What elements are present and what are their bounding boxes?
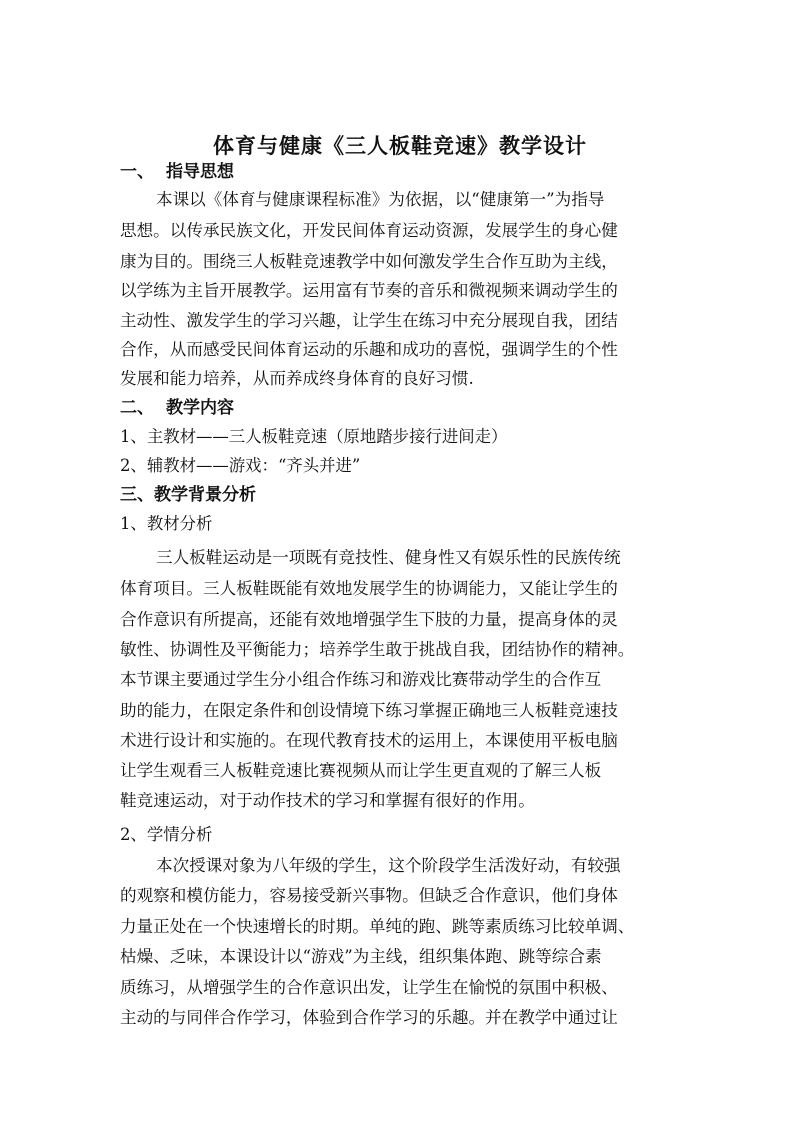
subsection-heading: 2、学情分析 [120, 825, 213, 844]
paragraph-line: 本次授课对象为八年级的学生，这个阶段学生活泼好动，有较强 [156, 856, 621, 875]
section-number: 一、 [120, 162, 154, 182]
paragraph-line: 的观察和模仿能力，容易接受新兴事物。但缺乏合作意识，他们身体 [120, 886, 618, 905]
paragraph-line: 本课以《体育与健康课程标准》为依据，以“健康第一”为指导 [156, 190, 605, 209]
paragraph-line: 康为目的。围绕三人板鞋竞速教学中如何激发学生合作互助为主线， [120, 252, 618, 271]
list-item: 1、主教材——三人板鞋竞速（原地踏步接行进间走） [120, 427, 508, 446]
paragraph-line: 发展和能力培养，从而养成终身体育的良好习惯. [120, 369, 474, 388]
subsection-heading: 1、教材分析 [120, 514, 213, 533]
paragraph-line: 三人板鞋运动是一项既有竞技性、健身性又有娱乐性的民族传统 [156, 548, 621, 567]
section-2-heading [120, 396, 234, 420]
section-3-heading: 三、教学背景分析 [120, 485, 256, 505]
section-1-heading [120, 160, 234, 184]
paragraph-line: 以学练为主旨开展教学。运用富有节奏的音乐和微视频来调动学生的 [120, 281, 618, 300]
paragraph-line: 本节课主要通过学生分小组合作练习和游戏比赛带动学生的合作互 [120, 670, 602, 689]
paragraph-line: 让学生观看三人板鞋竞速比赛视频从而让学生更直观的了解三人板 [120, 761, 602, 780]
paragraph-line: 鞋竞速运动，对于动作技术的学习和掌握有很好的作用。 [120, 791, 535, 810]
paragraph-line: 合作，从而感受民间体育运动的乐趣和成功的喜悦，强调学生的个性 [120, 340, 618, 359]
section-title: 指导思想 [166, 162, 234, 182]
paragraph-line: 合作意识有所提高，还能有效地增强学生下肢的力量，提高身体的灵 [120, 610, 618, 629]
paragraph-line: 术进行设计和实施的。在现代教育技术的运用上，本课使用平板电脑 [120, 731, 618, 750]
section-title: 教学内容 [166, 398, 234, 418]
paragraph-line: 枯燥、乏味，本课设计以“游戏”为主线，组织集体跑、跳等综合素 [120, 947, 602, 966]
paragraph-line: 主动的与同伴合作学习，体验到合作学习的乐趣。并在教学中通过让 [120, 1008, 618, 1027]
paragraph-line: 体育项目。三人板鞋既能有效地发展学生的协调能力，又能让学生的 [120, 579, 618, 598]
paragraph-line: 思想。以传承民族文化，开发民间体育运动资源，发展学生的身心健 [120, 221, 618, 240]
paragraph-line: 质练习，从增强学生的合作意识出发，让学生在愉悦的氛围中积极、 [120, 978, 618, 997]
section-number: 二、 [120, 398, 154, 418]
document-title: 体育与健康《三人板鞋竞速》教学设计 [213, 133, 587, 158]
paragraph-line: 主动性、激发学生的学习兴趣，让学生在练习中充分展现自我，团结 [120, 311, 618, 330]
list-item: 2、辅教材——游戏：“齐头并进” [120, 456, 361, 475]
paragraph-line: 助的能力，在限定条件和创设情境下练习掌握正确地三人板鞋竞速技 [120, 701, 618, 720]
paragraph-line: 敏性、协调性及平衡能力；培养学生敢于挑战自我，团结协作的精神。 [120, 640, 635, 659]
paragraph-line: 力量正处在一个快速增长的时期。单纯的跑、跳等素质练习比较单调、 [120, 917, 635, 936]
